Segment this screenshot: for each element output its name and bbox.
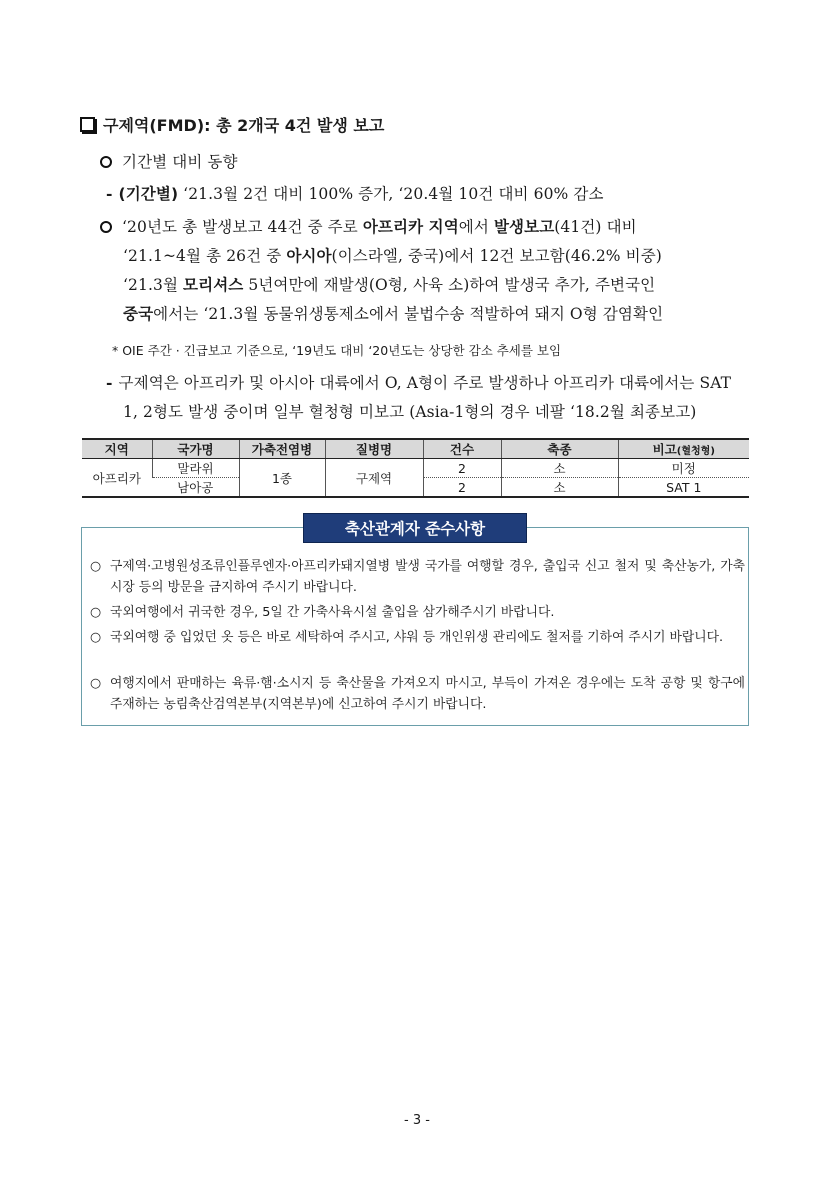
dash-note-text: 1, 2형도 발생 중이며 일부 혈청형 미보고 (Asia-1형의 경우 네팔 ‘18.2월 최종보고) bbox=[123, 403, 697, 421]
dash-note-text: 구제역은 아프리카 및 아시아 대륙에서 O, A형이 주로 발생하나 아프리카 대륙에서는 SAT bbox=[118, 374, 732, 392]
header-country: 국가명 bbox=[152, 439, 239, 459]
cell-note: 미정 bbox=[618, 459, 749, 478]
notice-item bbox=[90, 627, 745, 648]
header-note bbox=[618, 439, 749, 459]
para-text: 에서는 ‘21.3월 동물위생통제소에서 불법수송 적발하여 돼지 O형 감염확인 bbox=[153, 305, 664, 323]
header-note-label: 비고 bbox=[652, 442, 677, 457]
para-bold-report: 발생보고 bbox=[493, 218, 555, 236]
para-bold-china: 중국 bbox=[123, 305, 154, 323]
cell-country: 말라위 bbox=[152, 459, 239, 478]
notice-item-text: 여행지에서 판매하는 육류·햄·소시지 등 축산물을 가져오지 마시고, 부득이 가져온 경우에는 도착 공항 및 항구에 주재하는 농림축산검역본부(지역본부)에 신고하여 주시기 바랍니다. bbox=[110, 676, 745, 712]
paragraph-line-2 bbox=[123, 244, 662, 266]
header-disease: 질병명 bbox=[325, 439, 423, 459]
circle-bullet-icon: ○ bbox=[90, 676, 102, 691]
notice-item-text: 국외여행에서 귀국한 경우, 5일 간 가축사육시설 출입을 삼가해주시기 바랍니다. bbox=[110, 605, 555, 620]
para-bold-mauritius: 모리셔스 bbox=[183, 276, 244, 294]
period-label: (기간별) bbox=[118, 185, 179, 203]
para-text: (41건) 대비 bbox=[554, 218, 637, 236]
para-text: 5년여만에 재발생(O형, 사육 소)하여 발생국 추가, 주변국인 bbox=[243, 276, 656, 294]
section-heading bbox=[80, 113, 384, 136]
cell-species: 소 bbox=[501, 459, 618, 478]
header-region: 지역 bbox=[82, 439, 152, 459]
period-title: 기간별 대비 동향 bbox=[122, 153, 238, 171]
dash-bullet-icon: - bbox=[106, 373, 113, 392]
cell-note: SAT 1 bbox=[618, 478, 749, 498]
para-bold-asia: 아시아 bbox=[286, 247, 332, 265]
period-title-line bbox=[100, 150, 238, 172]
header-category: 가축전염병 bbox=[239, 439, 325, 459]
notice-item bbox=[90, 673, 745, 715]
cell-country: 남아공 bbox=[152, 478, 239, 498]
cell-species: 소 bbox=[501, 478, 618, 498]
cell-count: 2 bbox=[423, 478, 501, 498]
cell-disease: 구제역 bbox=[325, 459, 423, 498]
cell-count: 2 bbox=[423, 459, 501, 478]
table-header-row bbox=[82, 439, 749, 459]
cell-category: 1종 bbox=[239, 459, 325, 498]
table-row bbox=[82, 459, 749, 478]
circle-bullet-icon: ○ bbox=[90, 605, 102, 620]
checkbox-square-icon bbox=[80, 117, 95, 132]
paragraph-line-3 bbox=[123, 273, 655, 295]
paragraph-line-1 bbox=[100, 215, 637, 237]
footnote: * OIE 주간 · 긴급보고 기준으로, ‘19년도 대비 ‘20년도는 상당한 감소 추세를 보임 bbox=[112, 343, 562, 358]
para-text: ‘21.1~4월 총 26건 중 bbox=[123, 247, 287, 265]
page-number: - 3 - bbox=[404, 1113, 430, 1128]
para-text: (이스라엘, 중국)에서 12건 보고함(46.2% 비중) bbox=[331, 247, 662, 265]
circle-bullet-icon: ○ bbox=[90, 630, 102, 645]
header-species: 축종 bbox=[501, 439, 618, 459]
circle-bullet-icon: ○ bbox=[90, 559, 102, 574]
para-text: 에서 bbox=[458, 218, 494, 236]
dash-note-line-1 bbox=[106, 371, 731, 393]
notice-item-text: 구제역·고병원성조류인플루엔자·아프리카돼지열병 발생 국가를 여행할 경우, 출입국 신고 철저 및 축산농가, 가축시장 등의 방문을 금지하여 주시기 바랍니다. bbox=[110, 559, 745, 595]
period-text: ‘21.3월 2건 대비 100% 증가, ‘20.4월 10건 대비 60% 감소 bbox=[178, 185, 604, 203]
header-note-sub: (혈청형) bbox=[676, 446, 715, 457]
notice-title: 축산관계자 준수사항 bbox=[303, 513, 527, 543]
notice-item bbox=[90, 602, 745, 623]
para-text: ‘20년도 총 발생보고 44건 중 주로 bbox=[122, 218, 363, 236]
period-line bbox=[106, 182, 604, 204]
para-text: ‘21.3월 bbox=[123, 276, 184, 294]
circle-bullet-icon bbox=[100, 156, 112, 168]
notice-item-text: 국외여행 중 입었던 옷 등은 바로 세탁하여 주시고, 샤워 등 개인위생 관리에도 철저를 기하여 주시기 바랍니다. bbox=[110, 630, 724, 645]
header-count: 건수 bbox=[423, 439, 501, 459]
para-bold-africa: 아프리카 지역 bbox=[362, 218, 459, 236]
dash-note-line-2 bbox=[123, 400, 696, 422]
circle-bullet-icon bbox=[100, 221, 112, 233]
paragraph-line-4 bbox=[123, 302, 663, 324]
notice-item bbox=[90, 556, 745, 598]
outbreak-table bbox=[82, 438, 749, 498]
section-heading-text: 구제역(FMD): 총 2개국 4건 발생 보고 bbox=[103, 116, 385, 135]
dash-bullet-icon: - bbox=[106, 184, 113, 203]
cell-region: 아프리카 bbox=[82, 459, 152, 498]
